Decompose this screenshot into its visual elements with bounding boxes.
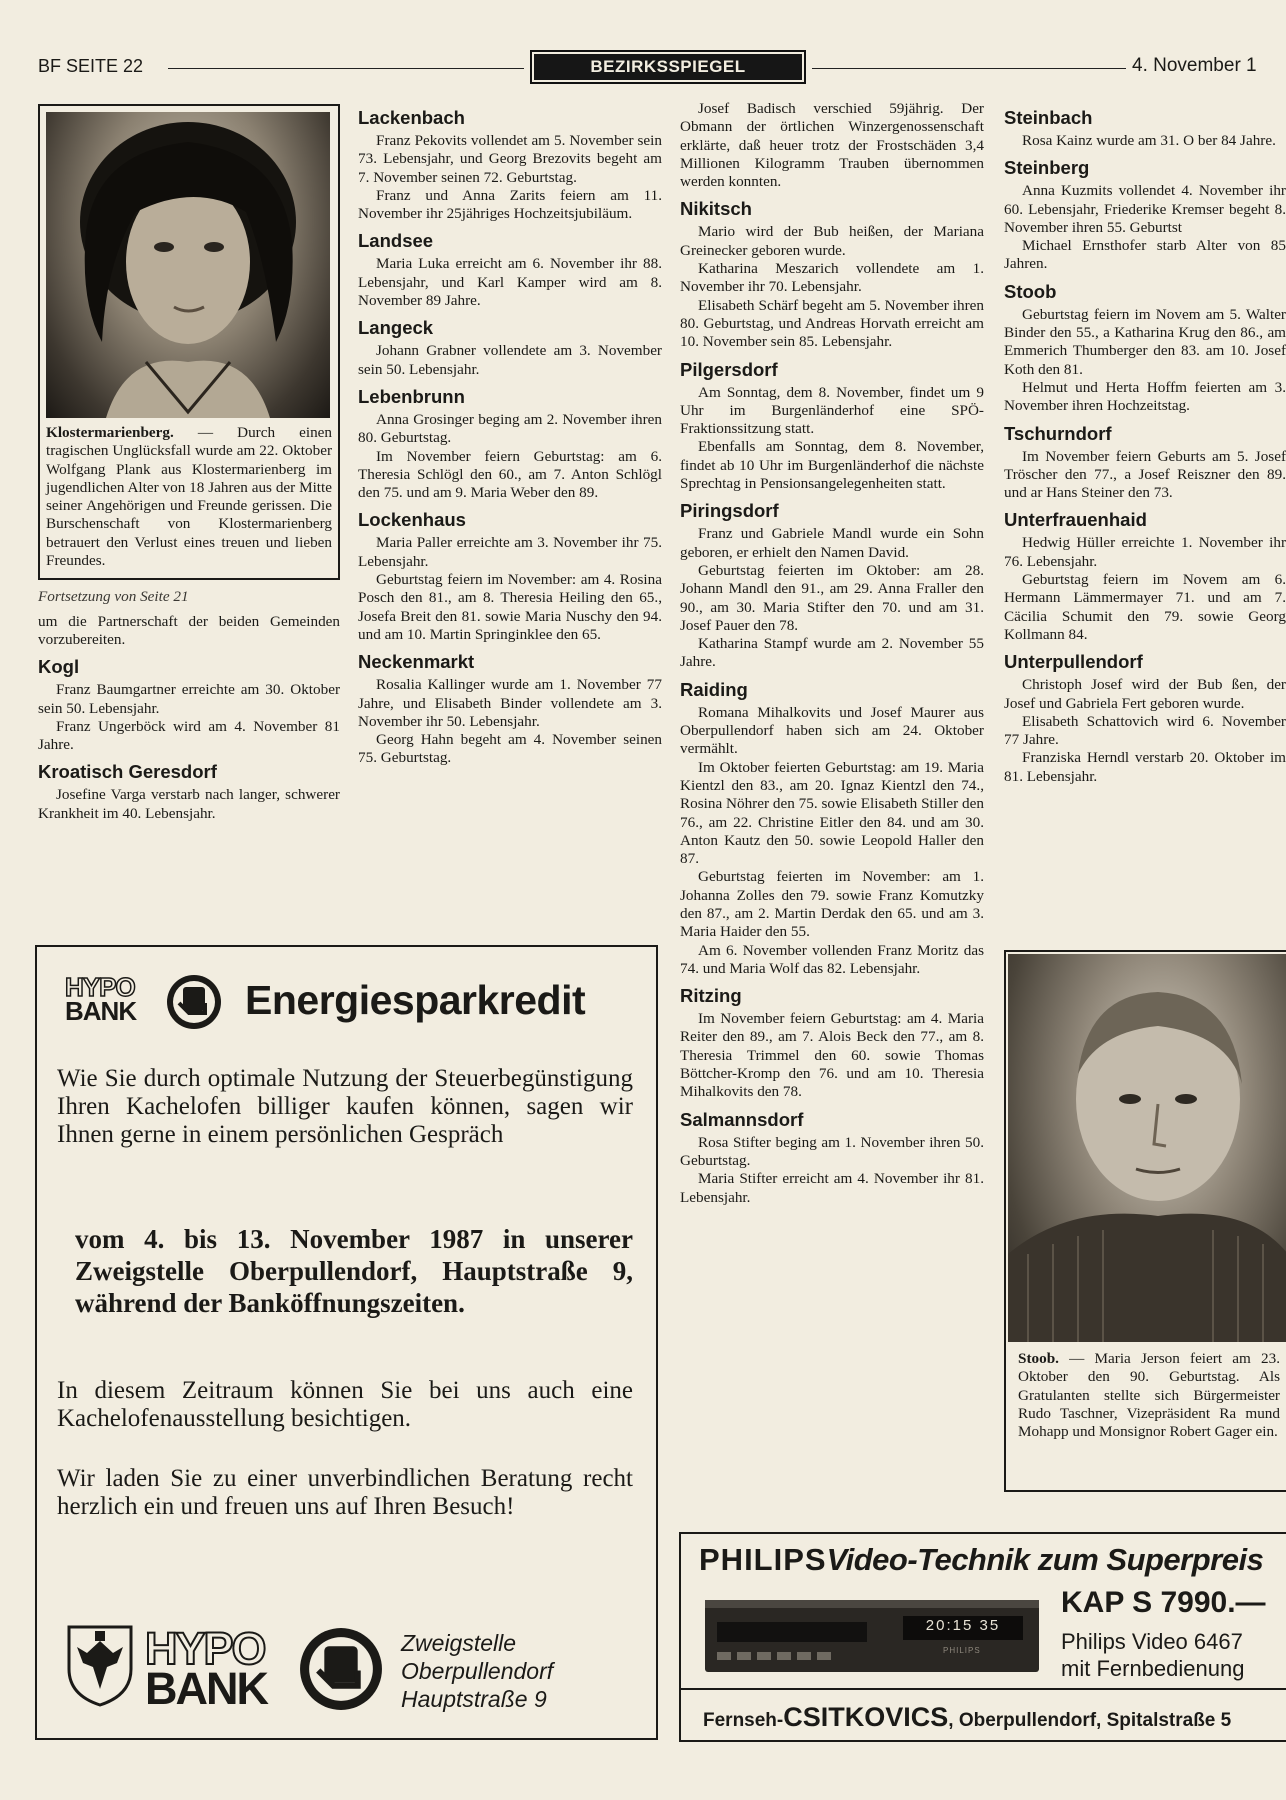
philips-ad	[679, 1532, 1286, 1742]
section-paragraph: Rosa Kainz wurde am 31. O ber 84 Jahre.	[1022, 132, 1276, 149]
column-4	[1004, 100, 1286, 920]
col2-sections	[358, 107, 662, 768]
section-title: BEZIRKSSPIEGEL	[534, 54, 802, 80]
caption-place: Klostermarienberg.	[46, 424, 174, 441]
philips-headline-row	[699, 1542, 1263, 1578]
continued-text: um die Partnerschaft der beiden Gemeinden vorzubereiten.	[38, 612, 340, 648]
section-heading: Landsee	[358, 230, 434, 252]
section-heading: Langeck	[358, 317, 434, 339]
philips-model: KAP S 7990.—	[1061, 1586, 1266, 1619]
section-paragraph: Elisabeth Schärf begeht am 5. November ihren 80. Geburtstag, und Andreas Horvath erreicht am 10. November sein 85. Lebensjahr.	[680, 296, 984, 351]
section-paragraph: Christoph Josef wird der Bub ßen, der Josef und Gabriela Fert geboren wurde.	[1004, 676, 1286, 712]
hypo-ad-body2: In diesem Zeitraum können Sie bei uns auch eine Kachelofenausstellung besichtigen.	[57, 1377, 633, 1432]
dealer-line	[703, 1702, 1231, 1733]
hypo-logo-top: HYPO	[65, 972, 135, 1002]
section-paragraph: Mario wird der Bub heißen, der Mariana Greinecker geboren wurde.	[680, 223, 984, 259]
philips-headline: Video-Technik zum Superpreis	[826, 1542, 1264, 1577]
hypo-ad-body1: Wie Sie durch optimale Nutzung der Steuerbegünstigung Ihren Kachelofen billiger kaufen können, sagen wir Ihnen gerne in einem persönlichen Gespräch	[57, 1065, 633, 1148]
section-paragraph: Anna Kuzmits vollendet 4. November ihr 60. Lebensjahr, Friederike Kremser begeht 8. November ihren 55. Geburtst	[1004, 182, 1286, 236]
section-paragraph: Im November feiern Geburts am 5. Josef Tröscher den 77., a Josef Reiszner den 89. und ar Hans Steiner den 73.	[1004, 447, 1286, 502]
section-paragraph: Geburtstag feiern im November: am 4. Rosina Posch den 81., am 8. Theresia Heiling den 65., Josefa Breit den 81. sowie Maria Nuschy den 94. und am 10. Martin Springinklee den 65.	[358, 571, 662, 643]
section-paragraph: Franz Baumgartner erreichte am 30. Oktober sein 50. Lebensjahr.	[38, 681, 340, 717]
philips-desc-2: mit Fernbedienung	[1061, 1656, 1245, 1681]
vcr-brand-label: PHILIPS	[943, 1646, 981, 1655]
hypo-logo-large	[145, 1623, 267, 1714]
section-heading: Unterfrauenhaid	[1004, 509, 1147, 531]
section-paragraph: Anna Grosinger beging am 2. November ihren 80. Geburtstag.	[358, 410, 662, 447]
column-2	[358, 100, 662, 768]
section-paragraph: Geburtstag feierten im November: am 1. Johanna Zolles den 79. sowie Franz Komutzky den 87., am 2. Martin Derdak den 65. und am 3. Maria Haider den 55.	[680, 868, 984, 941]
section-paragraph: Johann Grabner vollendete am 3. November sein 50. Lebensjahr.	[358, 342, 662, 378]
branch-line-3: Hauptstraße 9	[401, 1686, 547, 1712]
hypo-logo-small	[65, 972, 137, 1026]
section-paragraph: Franz und Gabriele Mandl wurde ein Sohn geboren, er erhielt den Namen David.	[680, 525, 984, 561]
section-paragraph: Katharina Stampf wurde am 2. November 55 Jahre.	[680, 635, 984, 671]
vcr-clock-display: 20:15 35	[925, 1617, 1001, 1634]
section-heading: Tschurndorf	[1004, 422, 1112, 444]
section-heading: Salmannsdorf	[680, 1108, 804, 1130]
vcr-device	[703, 1594, 1041, 1674]
section-paragraph: Elisabeth Schattovich wird 6. November 77 Jahre.	[1004, 712, 1286, 749]
philips-description	[1061, 1628, 1244, 1682]
photo-box-stoob	[1004, 950, 1286, 1492]
section-heading: Kroatisch Geresdorf	[38, 761, 217, 783]
section-heading: Lebenbrunn	[358, 385, 465, 407]
section-heading: Stoob	[1004, 280, 1057, 302]
hypo-ad-body3: Wir laden Sie zu einer unverbindlichen Beratung recht herzlich ein und freuen uns auf Ihren Besuch!	[57, 1465, 633, 1520]
section-paragraph: Maria Paller erreichte am 3. November ihr 75. Lebensjahr.	[358, 534, 662, 570]
elderly-portrait-illustration	[1008, 954, 1286, 1342]
section-paragraph: Geburtstag feiern im Novem am 5. Walter Binder den 55., a Katharina Krug den 86., am Emmerich Thumberger den 83. am 10. Josef Koth den 81.	[1004, 305, 1286, 378]
branch-line-2: Oberpullendorf	[401, 1658, 554, 1684]
section-paragraph: Franziska Herndl verstarb 20. Oktober im 81. Lebensjahr.	[1004, 749, 1286, 785]
col1-sections	[38, 656, 340, 823]
dealer-prefix: Fernseh-	[703, 1710, 784, 1731]
section-paragraph: Romana Mihalkovits und Josef Maurer aus Oberpullendorf haben sich am 24. Oktober vermählt.	[680, 703, 984, 758]
header-rule-right	[812, 68, 1126, 69]
stoob-caption-text: — Maria Jerson feiert am 23. Oktober den 90. Geburtstag. Als Gratulanten stellte sich Bürgermeister Rudo Taschner, Vizepräsident Ra mund Mohapp und Monsignor Robert Gager ein.	[1018, 1350, 1280, 1441]
section-banner	[530, 50, 806, 84]
section-paragraph: Im Oktober feierten Geburtstag: am 19. Maria Kientzl den 83., am 20. Ignaz Kientzl den 74., Rosina Nöhrer den 75. sowie Elisabeth Stiller den 76., am 22. Christine Eitler den 84. und am 30. Anton Kautz den 50. sowie Leopold Haller den 87.	[680, 758, 984, 868]
section-paragraph: Rosalia Kallinger wurde am 1. November 77 Jahre, und Elisabeth Binder vollendete am 3. November ihr 50. Lebensjahr.	[358, 676, 662, 730]
hypo-logo-large-top: HYPO	[145, 1623, 265, 1674]
hypo-ad-dates: vom 4. bis 13. November 1987 in unserer Zweigstelle Oberpullendorf, Hauptstraße 9, während der Banköffnungszeiten.	[75, 1224, 633, 1318]
page-header	[0, 0, 1286, 90]
section-paragraph: Geburtstag feierten im Oktober: am 28. Johann Mandl den 91., am 29. Anna Fraller den 90., am 30. Maria Stifter den 70. und am 31. Josef Pauer den 78.	[680, 561, 984, 634]
section-paragraph: Im November feiern Geburtstag: am 4. Maria Reiter den 89., am 7. Alois Beck den 77., am 8. Theresia Trimmel den 60. sowie Thomas Böttcher-Kromp den 76. und am 10. Theresia Mihalkovits den 78.	[680, 1010, 984, 1101]
section-paragraph: Helmut und Herta Hoffm feierten am 3. November ihren Hochzeitstag.	[1004, 378, 1286, 415]
column-3	[680, 100, 984, 1207]
section-paragraph: Georg Hahn begeht am 4. November seinen 75. Geburtstag.	[358, 731, 662, 767]
section-heading: Neckenmarkt	[358, 651, 475, 673]
section-paragraph: Josefine Varga verstarb nach langer, schwerer Krankheit im 40. Lebensjahr.	[38, 786, 340, 822]
section-heading: Kogl	[38, 656, 80, 678]
issue-date: 4. November 1	[1132, 55, 1257, 76]
col4-sections	[1004, 107, 1286, 786]
section-heading: Ritzing	[680, 985, 742, 1007]
section-paragraph: Rosa Stifter beging am 1. November ihren 50. Geburtstag.	[680, 1133, 984, 1169]
hypo-hand-logo-large-icon	[297, 1625, 385, 1713]
section-heading: Steinbach	[1004, 107, 1093, 128]
photo-box-klostermarienberg	[38, 104, 340, 580]
philips-divider	[681, 1688, 1286, 1690]
stoob-caption-place: Stoob.	[1018, 1350, 1059, 1367]
hypo-logo-large-bottom: BANK	[145, 1663, 267, 1714]
section-paragraph: Katharina Meszarich vollendete am 1. November ihr 70. Lebensjahr.	[680, 260, 984, 296]
hypo-hand-logo-icon	[165, 973, 223, 1031]
portrait-photo	[46, 112, 330, 418]
dealer-name: CSITKOVICS	[783, 1702, 949, 1732]
hypo-ad-footer	[65, 1623, 625, 1723]
coat-of-arms-icon	[65, 1623, 135, 1707]
section-paragraph: Michael Ernsthofer starb Alter von 85 Jahren.	[1004, 237, 1286, 273]
continued-note: Fortsetzung von Seite 21	[38, 588, 189, 606]
section-paragraph: Franz Ungerböck wird am 4. November 81 Jahre.	[38, 717, 340, 754]
col3-sections	[680, 198, 984, 1206]
section-paragraph: Maria Luka erreicht am 6. November ihr 88. Lebensjahr, und Karl Kamper wird am 8. November 89 Jahre.	[358, 255, 662, 310]
hypo-bank-ad	[35, 945, 658, 1740]
section-paragraph: Am Sonntag, dem 8. November, findet um 9 Uhr im Burgenländerhof eine SPÖ-Fraktionssitzung statt.	[680, 383, 984, 438]
section-heading: Lockenhaus	[358, 509, 466, 531]
hypo-ad-header	[65, 969, 625, 1039]
section-heading: Steinberg	[1004, 157, 1090, 179]
header-rule-left	[168, 68, 524, 69]
section-heading: Lackenbach	[358, 107, 465, 128]
photo-caption	[46, 424, 332, 570]
hypo-ad-headline: Energiesparkredit	[245, 977, 586, 1023]
section-heading: Pilgersdorf	[680, 358, 778, 380]
section-paragraph: Maria Stifter erreicht am 4. November ihr 81. Lebensjahr.	[680, 1170, 984, 1206]
col3-intro: Josef Badisch verschied 59jährig. Der Obmann der örtlichen Winzergenossenschaft erklärte, daß heuer trotz der Frostschäden 3,4 Millionen Kilogramm Trauben übernommen werden konnten.	[680, 100, 984, 191]
stoob-caption	[1008, 1342, 1286, 1441]
section-heading: Raiding	[680, 678, 748, 700]
section-heading: Nikitsch	[680, 198, 752, 220]
portrait-illustration	[46, 112, 330, 418]
section-heading: Unterpullendorf	[1004, 651, 1143, 673]
caption-text: — Durch einen tragischen Unglücksfall wurde am 22. Oktober Wolfgang Plank aus Klostermarienberg im jugendlichen Alter von 18 Jahren aus der Mitte seiner Angehörigen und Freunde gerissen. Die Burschenschaft von Klostermarienberg betrauert den Verlust eines treuen und lieben Freundes.	[46, 424, 333, 570]
section-heading: Piringsdorf	[680, 500, 779, 522]
dealer-address: , Oberpullendorf, Spitalstraße 5	[948, 1710, 1232, 1731]
section-paragraph: Franz und Anna Zarits feiern am 11. November ihr 25jähriges Hochzeitsjubiläum.	[358, 186, 662, 223]
column-1	[38, 104, 340, 823]
hypo-logo-bottom: BANK	[65, 996, 137, 1026]
elderly-portrait-photo	[1008, 954, 1286, 1342]
section-paragraph: Ebenfalls am Sonntag, dem 8. November, findet ab 10 Uhr im Burgenländerhof die nächste Sprechtag in Pensionsangelegenheiten statt.	[680, 438, 984, 493]
philips-desc-1: Philips Video 6467	[1061, 1629, 1243, 1654]
philips-brand: PHILIPS	[699, 1542, 827, 1577]
section-paragraph: Am 6. November vollenden Franz Moritz das 74. und Maria Wolf das 82. Lebensjahr.	[680, 941, 984, 977]
page-number: BF SEITE 22	[38, 56, 144, 76]
section-paragraph: Geburtstag feiern im Novem am 6. Hermann Lämmermayer 71. und am 7. Cäcilia Schumit den 79. sowie Georg Kollmann 84.	[1004, 571, 1286, 643]
section-paragraph: Hedwig Hüller erreichte 1. November ihr 76. Lebensjahr.	[1004, 534, 1286, 570]
vcr-illustration	[703, 1594, 1041, 1674]
section-paragraph: Im November feiern Geburtstag: am 6. Theresia Schlögl den 60., am 7. Anton Schlögl den 75. und am 9. Maria Weber den 89.	[358, 447, 662, 502]
hypo-branch-address	[401, 1629, 553, 1713]
branch-line-1: Zweigstelle	[401, 1630, 517, 1656]
section-paragraph: Franz Pekovits vollendet am 5. November sein 73. Lebensjahr, und Georg Brezovits begeht am 7. November seinen 72. Geburtstag.	[358, 132, 662, 186]
